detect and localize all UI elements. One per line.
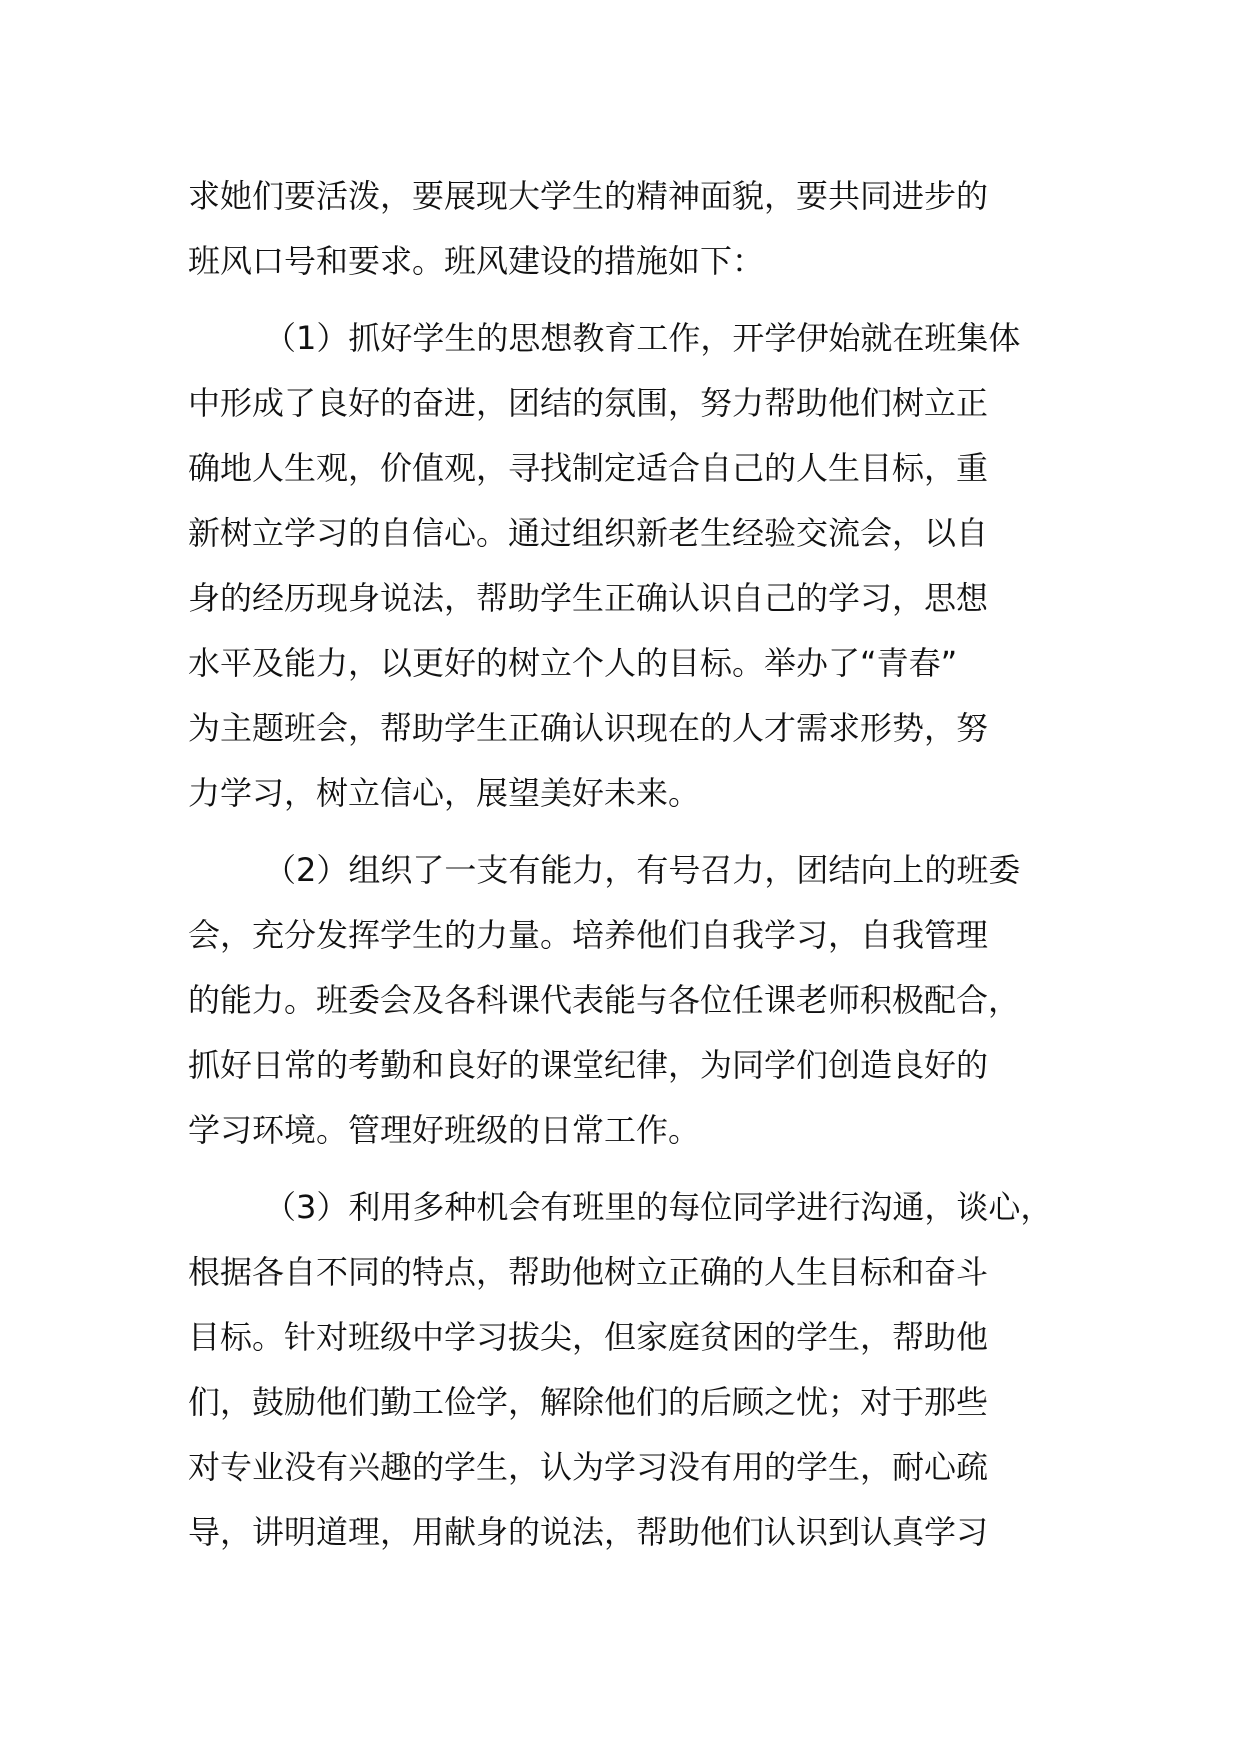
text-line: 身的经历现身说法，帮助学生正确认识自己的学习，思想 [188, 579, 989, 617]
paragraph-item-2 [188, 838, 1068, 1163]
text-line: 新树立学习的自信心。通过组织新老生经验交流会，以自 [188, 514, 989, 552]
text-line: （2）组织了一支有能力，有号召力，团结向上的班委 [264, 851, 1021, 889]
text-line: 确地人生观，价值观，寻找制定适合自己的人生目标，重 [188, 449, 989, 487]
text-line: 力学习，树立信心，展望美好未来。 [188, 774, 701, 812]
paragraph-item-3 [188, 1175, 1068, 1565]
text-line: 们，鼓励他们勤工俭学，解除他们的后顾之忧；对于那些 [188, 1383, 989, 1421]
text-line: 中形成了良好的奋进，团结的氛围，努力帮助他们树立正 [188, 384, 989, 422]
text-line: 水平及能力，以更好的树立个人的目标。举办了“青春” [188, 644, 958, 682]
text-line: 的能力。班委会及各科课代表能与各位任课老师积极配合， [188, 981, 1021, 1019]
text-line: 会，充分发挥学生的力量。培养他们自我学习，自我管理 [188, 916, 989, 954]
document-body [188, 164, 1068, 1565]
text-line: （3）利用多种机会有班里的每位同学进行沟通，谈心， [264, 1188, 1053, 1226]
text-line: 对专业没有兴趣的学生，认为学习没有用的学生，耐心疏 [188, 1448, 989, 1486]
text-line: 班风口号和要求。班风建设的措施如下： [188, 242, 765, 280]
text-line: 学习环境。管理好班级的日常工作。 [188, 1111, 701, 1149]
text-line: 目标。针对班级中学习拔尖，但家庭贫困的学生，帮助他 [188, 1318, 989, 1356]
paragraph-item-1 [188, 306, 1068, 826]
text-line: 根据各自不同的特点，帮助他树立正确的人生目标和奋斗 [188, 1253, 989, 1291]
paragraph-intro [188, 164, 1068, 294]
text-line: 抓好日常的考勤和良好的课堂纪律，为同学们创造良好的 [188, 1046, 989, 1084]
text-line: 为主题班会，帮助学生正确认识现在的人才需求形势，努 [188, 709, 989, 747]
text-line: 导，讲明道理，用献身的说法，帮助他们认识到认真学习 [188, 1513, 989, 1551]
text-line: 求她们要活泼，要展现大学生的精神面貌，要共同进步的 [188, 177, 989, 215]
text-line: （1）抓好学生的思想教育工作，开学伊始就在班集体 [264, 319, 1021, 357]
